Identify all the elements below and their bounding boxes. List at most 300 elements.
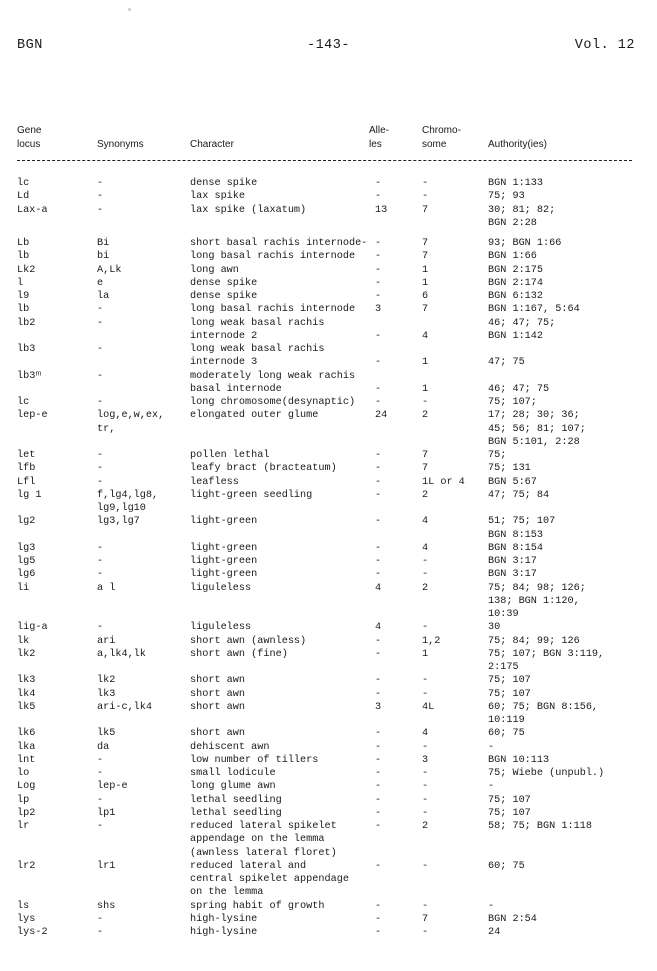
chromosome-cell: 4L: [422, 701, 435, 713]
chromosome-cell: -: [422, 794, 429, 806]
alleles-cell: -: [375, 489, 382, 501]
alleles-cell: -: [375, 291, 382, 302]
character-cell: reduced lateral spikelet appendage on the lemma (awnless lateral floret): [190, 821, 337, 859]
character-cell: long basal rachis internode: [190, 251, 356, 263]
alleles-cell: -: [375, 450, 382, 461]
synonyms-cell: -: [97, 344, 104, 355]
synonyms-cell: ari-c,lk4: [97, 701, 153, 713]
character-cell: light-green: [190, 556, 258, 567]
chromosome-cell: 1: [422, 264, 429, 276]
gene-locus-cell: Lax-a: [17, 204, 48, 216]
chromosome-cell: -: [422, 768, 429, 779]
chromosome-cell: -: [422, 927, 429, 938]
chromosome-cell: 2: [422, 582, 429, 594]
authority-cell: 75; 93: [488, 191, 525, 203]
authority-cell: BGN 2:175: [488, 264, 544, 276]
chromosome-cell: 7: [422, 204, 429, 216]
chromosome-cell: -: [422, 191, 429, 203]
character-cell: short awn: [190, 728, 246, 740]
gene-locus-cell: lys: [17, 913, 36, 925]
character-cell: short basal rachis internode-: [190, 238, 368, 249]
character-cell: leafless: [190, 476, 239, 488]
chromosome-cell: 1: [422, 357, 429, 369]
character-cell: spring habit of growth: [190, 900, 325, 912]
chromosome-cell: 7: [422, 304, 429, 316]
synonyms-cell: -: [97, 794, 104, 806]
alleles-cell: -: [375, 516, 382, 528]
synonyms-cell: -: [97, 463, 104, 475]
alleles-cell: -: [375, 238, 382, 249]
col-synonyms: Synonyms: [97, 139, 144, 150]
synonyms-cell: -: [97, 622, 104, 634]
synonyms-cell: lg3,lg7: [97, 516, 140, 528]
authority-cell: 75; 107: [488, 688, 531, 700]
table-row: [17, 701, 632, 728]
chromosome-cell: 3: [422, 754, 429, 766]
table-row: [17, 900, 632, 913]
synonyms-cell: lk3: [97, 688, 116, 700]
gene-locus-cell: lg 1: [17, 489, 42, 501]
chromosome-cell: 1: [422, 277, 429, 289]
gene-locus-cell: li: [17, 582, 30, 594]
authority-cell: BGN 5:67: [488, 476, 537, 488]
alleles-cell: -: [375, 635, 382, 647]
synonyms-cell: -: [97, 927, 104, 938]
alleles-cell: -: [375, 913, 382, 925]
table-row: [17, 635, 632, 648]
synonyms-cell: -: [97, 768, 104, 779]
table-row: [17, 807, 632, 820]
alleles-cell: -: [375, 277, 382, 289]
alleles-cell: -: [375, 569, 382, 581]
volume-label: Vol. 12: [574, 38, 635, 53]
authority-cell: BGN 2:54: [488, 913, 537, 925]
alleles-cell: 3: [375, 304, 382, 316]
gene-locus-cell: l9: [17, 291, 30, 302]
alleles-cell: -: [375, 821, 382, 832]
character-cell: lax spike: [190, 191, 246, 203]
table-row: [17, 303, 632, 316]
authority-cell: BGN 3:17: [488, 556, 537, 567]
chromosome-cell: -: [422, 675, 429, 687]
authority-cell: BGN 10:113: [488, 754, 550, 766]
authority-cell: 75; 107;: [488, 397, 537, 408]
synonyms-cell: -: [97, 556, 104, 567]
character-cell: light-green: [190, 516, 258, 528]
synonyms-cell: -: [97, 317, 104, 329]
gene-locus-cell: lo: [17, 768, 30, 779]
authority-cell: 46; 47; 75: [488, 383, 550, 395]
character-cell: small lodicule: [190, 768, 276, 779]
table-row: [17, 190, 632, 203]
table-row: [17, 727, 632, 740]
synonyms-cell: A,Lk: [97, 264, 122, 276]
character-cell: high-lysine: [190, 927, 258, 938]
page-number: -143-: [306, 38, 350, 53]
table-row: [17, 515, 632, 542]
alleles-cell: -: [375, 542, 382, 554]
authority-cell: -: [488, 781, 495, 793]
table-row: [17, 449, 632, 462]
gene-locus-cell: ls: [17, 900, 30, 912]
character-cell: liguleless: [190, 622, 252, 634]
synonyms-cell: -: [97, 913, 104, 925]
authority-cell: 30: [488, 622, 501, 634]
gene-locus-cell: lb2: [17, 317, 36, 329]
synonyms-cell: -: [97, 304, 104, 316]
journal-abbrev: BGN: [17, 38, 43, 53]
col-alleles: Alle- les: [369, 125, 390, 150]
authority-cell: -: [488, 900, 495, 912]
gene-locus-cell: lp: [17, 794, 30, 806]
authority-cell: 60; 75: [488, 860, 525, 872]
table-row: [17, 489, 632, 516]
chromosome-cell: 1L or 4: [422, 476, 465, 488]
synonyms-cell: -: [97, 821, 104, 832]
character-cell: high-lysine: [190, 913, 258, 925]
table-row: [17, 370, 632, 397]
authority-cell: 47; 75: [488, 357, 525, 369]
authority-cell: 58; 75; BGN 1:118: [488, 821, 592, 832]
synonyms-cell: lp1: [97, 807, 116, 819]
table-row: [17, 860, 632, 900]
table-row: [17, 237, 632, 250]
alleles-cell: -: [375, 476, 382, 488]
table-row: [17, 754, 632, 767]
authority-cell: BGN 8:154: [488, 542, 544, 554]
chromosome-cell: 7: [422, 238, 429, 249]
character-cell: short awn: [190, 675, 246, 687]
table-row: [17, 582, 632, 622]
alleles-cell: 4: [375, 622, 382, 634]
chromosome-cell: 4: [422, 516, 429, 528]
synonyms-cell: -: [97, 178, 104, 189]
synonyms-cell: -: [97, 397, 104, 408]
gene-locus-cell: lka: [17, 741, 36, 753]
authority-cell: 60; 75; BGN 8:156, 10:119: [488, 701, 599, 726]
gene-locus-cell: lg5: [17, 556, 36, 567]
synonyms-cell: lep-e: [97, 781, 128, 793]
authority-cell: BGN 1:66: [488, 251, 537, 263]
chromosome-cell: 7: [422, 463, 429, 475]
gene-locus-cell: lc: [17, 178, 30, 189]
gene-locus-cell: lg3: [17, 542, 36, 554]
col-chromosome: Chromo- some: [422, 125, 461, 150]
gene-locus-cell: lb: [17, 251, 30, 263]
alleles-cell: 3: [375, 701, 382, 713]
synonyms-cell: -: [97, 450, 104, 461]
gene-locus-cell: lb3: [17, 344, 36, 355]
synonyms-cell: a l: [97, 582, 116, 594]
alleles-cell: -: [375, 688, 382, 700]
chromosome-cell: 1: [422, 648, 429, 660]
alleles-cell: -: [375, 860, 382, 872]
character-cell: long awn: [190, 264, 239, 276]
table-row: [17, 542, 632, 555]
gene-locus-cell: lb3ᵐ: [17, 370, 42, 382]
authority-cell: 75; 107: [488, 794, 531, 806]
character-cell: low number of tillers: [190, 754, 319, 766]
authority-cell: 30; 81; 82; BGN 2:28: [488, 204, 556, 229]
gene-locus-cell: lk2: [17, 648, 36, 660]
alleles-cell: -: [375, 178, 382, 189]
alleles-cell: -: [375, 383, 382, 395]
authority-cell: 75; Wiebe (unpubl.): [488, 768, 605, 779]
gene-locus-cell: lfb: [17, 463, 36, 475]
gene-locus-cell: lr: [17, 821, 30, 832]
alleles-cell: 13: [375, 204, 388, 216]
gene-locus-cell: lb: [17, 304, 30, 316]
gene-locus-cell: lk5: [17, 701, 36, 713]
chromosome-cell: -: [422, 860, 429, 872]
chromosome-cell: 6: [422, 291, 429, 302]
alleles-cell: -: [375, 191, 382, 203]
alleles-cell: -: [375, 741, 382, 753]
table-row: [17, 290, 632, 303]
chromosome-cell: -: [422, 397, 429, 408]
alleles-cell: -: [375, 768, 382, 779]
alleles-cell: -: [375, 675, 382, 687]
chromosome-cell: -: [422, 741, 429, 753]
table-row: [17, 741, 632, 754]
table-row: [17, 264, 632, 277]
authority-cell: BGN 1:133: [488, 178, 544, 189]
alleles-cell: -: [375, 556, 382, 567]
gene-locus-cell: Lb: [17, 238, 30, 249]
table-header: [17, 124, 632, 154]
gene-locus-cell: lr2: [17, 860, 36, 872]
chromosome-cell: 2: [422, 489, 429, 501]
col-authority: Authority(ies): [488, 139, 547, 150]
character-cell: dense spike: [190, 277, 258, 289]
alleles-cell: -: [375, 648, 382, 660]
authority-cell: 93; BGN 1:66: [488, 238, 562, 249]
alleles-cell: -: [375, 357, 382, 369]
alleles-cell: -: [375, 754, 382, 766]
authority-cell: 75; 131: [488, 463, 531, 475]
chromosome-cell: 1: [422, 383, 429, 395]
authority-cell: 75; 107; BGN 3:119, 2:175: [488, 648, 605, 673]
synonyms-cell: lk2: [97, 675, 116, 687]
chromosome-cell: -: [422, 688, 429, 700]
table-row: [17, 555, 632, 568]
paper-speck: [128, 8, 131, 11]
alleles-cell: -: [375, 927, 382, 938]
table-row: [17, 568, 632, 581]
character-cell: light-green: [190, 542, 258, 554]
authority-cell: 75; 107: [488, 675, 531, 687]
synonyms-cell: Bi: [97, 238, 110, 249]
table-row: [17, 926, 632, 939]
synonyms-cell: -: [97, 476, 104, 488]
gene-locus-cell: lnt: [17, 754, 36, 766]
authority-cell: 75; 84; 98; 126; 138; BGN 1:120, 10:39: [488, 582, 586, 620]
character-cell: moderately long weak rachis basal internode: [190, 370, 356, 395]
table-row: [17, 621, 632, 634]
character-cell: leafy bract (bracteatum): [190, 463, 337, 475]
character-cell: long basal rachis internode: [190, 304, 356, 316]
synonyms-cell: lr1: [97, 860, 116, 872]
chromosome-cell: -: [422, 622, 429, 634]
authority-cell: 51; 75; 107 BGN 8:153: [488, 516, 556, 541]
character-cell: reduced lateral and central spikelet appendage on the lemma: [190, 860, 349, 899]
table-row: [17, 767, 632, 780]
character-cell: dense spike: [190, 178, 258, 189]
authority-cell: 17; 28; 30; 36; 45; 56; 81; 107; BGN 5:101, 2:28: [488, 410, 586, 448]
gene-locus-cell: lg2: [17, 516, 36, 528]
table-row: [17, 688, 632, 701]
alleles-cell: -: [375, 463, 382, 475]
character-cell: long weak basal rachis internode 3: [190, 344, 325, 369]
synonyms-cell: lk5: [97, 728, 116, 740]
character-cell: lethal seedling: [190, 807, 282, 819]
alleles-cell: -: [375, 807, 382, 819]
character-cell: long chromosome(desynaptic): [190, 397, 356, 408]
col-character: Character: [190, 139, 234, 150]
table-row: [17, 177, 632, 190]
table-row: [17, 462, 632, 475]
table-row: [17, 396, 632, 409]
table-row: [17, 648, 632, 675]
chromosome-cell: 2: [422, 410, 429, 422]
table-row: [17, 476, 632, 489]
authority-cell: 24: [488, 927, 501, 938]
character-cell: long glume awn: [190, 781, 276, 793]
chromosome-cell: -: [422, 900, 429, 912]
synonyms-cell: la: [97, 291, 110, 302]
authority-cell: BGN 6:132: [488, 291, 544, 302]
gene-locus-cell: lep-e: [17, 410, 48, 422]
authority-cell: 75; 84; 99; 126: [488, 635, 580, 647]
chromosome-cell: 1,2: [422, 635, 441, 647]
chromosome-cell: 7: [422, 251, 429, 263]
gene-locus-cell: lig-a: [17, 622, 48, 634]
col-gene-locus: Gene locus: [17, 125, 42, 150]
synonyms-cell: -: [97, 204, 104, 216]
alleles-cell: -: [375, 900, 382, 912]
synonyms-cell: log,e,w,ex, tr,: [97, 410, 165, 435]
synonyms-cell: -: [97, 754, 104, 766]
authority-cell: -: [488, 741, 495, 753]
character-cell: light-green: [190, 569, 258, 581]
gene-locus-cell: Log: [17, 781, 36, 793]
chromosome-cell: -: [422, 781, 429, 793]
character-cell: elongated outer glume: [190, 410, 319, 422]
chromosome-cell: -: [422, 569, 429, 581]
character-cell: short awn (fine): [190, 648, 288, 660]
table-row: [17, 277, 632, 290]
character-cell: pollen lethal: [190, 450, 270, 461]
header-rule: [17, 160, 632, 161]
character-cell: dense spike: [190, 291, 258, 302]
alleles-cell: -: [375, 397, 382, 408]
authority-cell: 60; 75: [488, 728, 525, 740]
gene-locus-cell: lp2: [17, 807, 36, 819]
character-cell: long weak basal rachis internode 2: [190, 317, 325, 342]
synonyms-cell: da: [97, 741, 110, 753]
character-cell: liguleless: [190, 582, 252, 594]
gene-locus-cell: lk3: [17, 675, 36, 687]
gene-locus-cell: Lfl: [17, 476, 36, 488]
alleles-cell: 4: [375, 582, 382, 594]
chromosome-cell: 4: [422, 330, 429, 342]
alleles-cell: -: [375, 251, 382, 263]
alleles-cell: -: [375, 330, 382, 342]
synonyms-cell: ari: [97, 635, 116, 647]
gene-locus-cell: Lk2: [17, 264, 36, 276]
synonyms-cell: a,lk4,lk: [97, 648, 146, 660]
alleles-cell: -: [375, 794, 382, 806]
alleles-cell: -: [375, 264, 382, 276]
gene-locus-cell: lg6: [17, 569, 36, 581]
synonyms-cell: -: [97, 542, 104, 554]
authority-cell: 75;: [488, 450, 507, 461]
table-row: [17, 913, 632, 926]
gene-locus-cell: lc: [17, 397, 30, 408]
gene-locus-cell: lk4: [17, 688, 36, 700]
synonyms-cell: f,lg4,lg8, lg9,lg10: [97, 489, 159, 514]
alleles-cell: -: [375, 728, 382, 740]
chromosome-cell: -: [422, 556, 429, 567]
synonyms-cell: -: [97, 569, 104, 581]
table-row: [17, 250, 632, 263]
authority-cell: 47; 75; 84: [488, 489, 550, 501]
chromosome-cell: 7: [422, 913, 429, 925]
character-cell: short awn: [190, 701, 246, 713]
chromosome-cell: 7: [422, 450, 429, 461]
gene-locus-cell: lk6: [17, 728, 36, 740]
synonyms-cell: -: [97, 191, 104, 203]
gene-locus-cell: lys-2: [17, 927, 48, 938]
synonyms-cell: -: [97, 370, 104, 382]
character-cell: short awn: [190, 688, 246, 700]
table-row: [17, 780, 632, 793]
synonyms-cell: shs: [97, 900, 116, 912]
authority-cell: 46; 47; 75; BGN 1:142: [488, 317, 556, 342]
table-row: [17, 409, 632, 449]
gene-locus-cell: lk: [17, 635, 30, 647]
chromosome-cell: 2: [422, 821, 429, 832]
chromosome-cell: 4: [422, 542, 429, 554]
authority-cell: 75; 107: [488, 807, 531, 819]
synonyms-cell: bi: [97, 251, 110, 263]
table-row: [17, 204, 632, 231]
gene-locus-cell: l: [17, 277, 24, 289]
chromosome-cell: -: [422, 807, 429, 819]
table-row: [17, 820, 632, 860]
table-row: [17, 674, 632, 687]
character-cell: lethal seedling: [190, 794, 282, 806]
character-cell: light-green seedling: [190, 489, 313, 501]
synonyms-cell: e: [97, 277, 104, 289]
authority-cell: BGN 1:167, 5:64: [488, 304, 580, 316]
gene-locus-cell: Ld: [17, 191, 30, 203]
alleles-cell: 24: [375, 410, 388, 422]
table-row: [17, 794, 632, 807]
table-row: [17, 317, 632, 344]
character-cell: short awn (awnless): [190, 635, 307, 647]
chromosome-cell: 4: [422, 728, 429, 740]
gene-locus-cell: let: [17, 450, 36, 461]
authority-cell: BGN 2:174: [488, 277, 544, 289]
table-row: [17, 343, 632, 370]
alleles-cell: -: [375, 781, 382, 793]
character-cell: lax spike (laxatum): [190, 204, 307, 216]
gene-table-body: [17, 177, 632, 939]
authority-cell: BGN 3:17: [488, 569, 537, 581]
chromosome-cell: -: [422, 178, 429, 189]
character-cell: dehiscent awn: [190, 741, 270, 753]
